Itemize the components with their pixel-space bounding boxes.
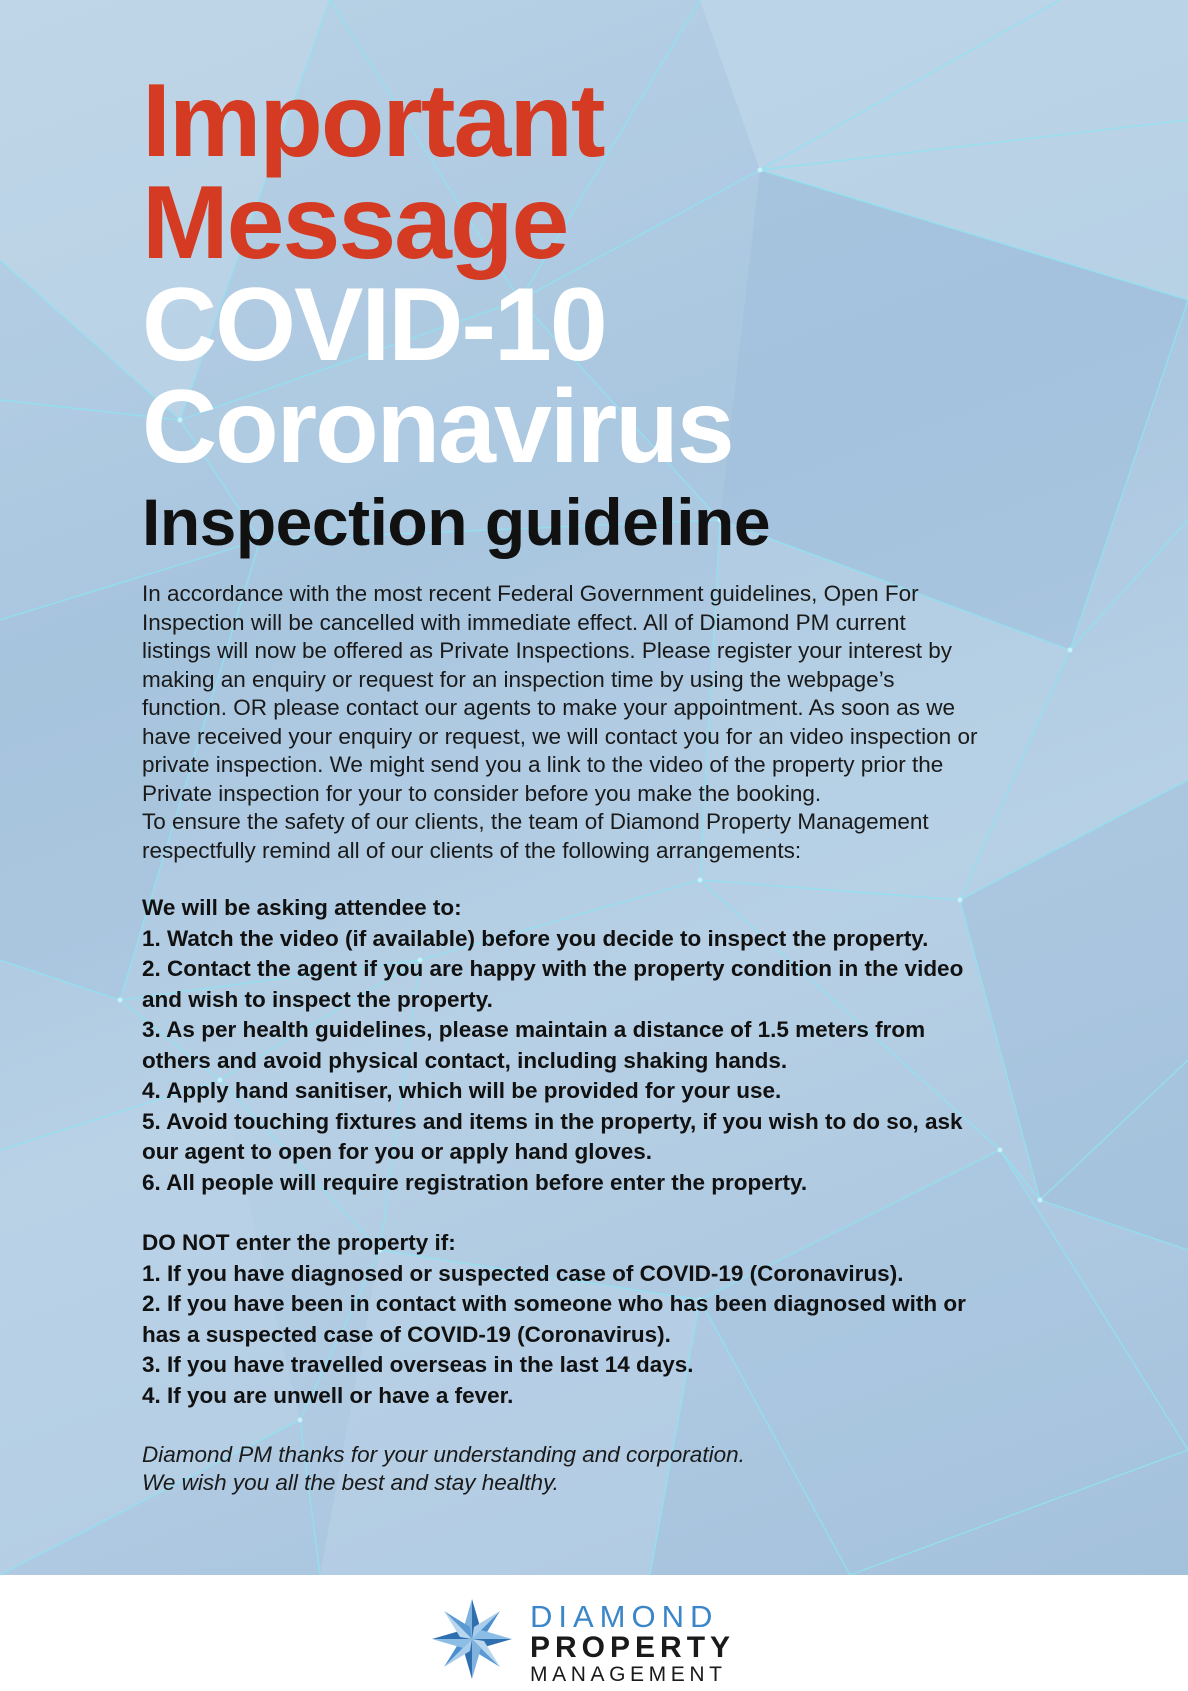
- footer: [0, 1575, 1188, 1691]
- logo-property-text: PROPERTY: [530, 1631, 736, 1664]
- do-not-enter-line: 3. If you have travelled overseas in the last 14 days.: [142, 1352, 694, 1377]
- attendee-line: 4. Apply hand sanitiser, which will be provided for your use.: [142, 1078, 782, 1103]
- attendee-line: 1. Watch the video (if available) before you decide to inspect the property.: [142, 925, 929, 951]
- attendee-line: 3. As per health guidelines, please maintain a distance of 1.5 meters from: [142, 1017, 926, 1042]
- inspection-guideline-title: Inspection guideline: [142, 485, 771, 559]
- do-not-enter-line: has a suspected case of COVID-19 (Coronavirus).: [142, 1321, 671, 1347]
- intro-line: Inspection will be cancelled with immediate effect. All of Diamond PM current: [142, 609, 906, 635]
- attendee-line: 5. Avoid touching fixtures and items in the property, if you wish to do so, ask: [142, 1108, 963, 1134]
- intro-line: Private inspection for your to consider before you make the booking.: [142, 780, 822, 806]
- attendee-line: 6. All people will require registration before enter the property.: [142, 1169, 808, 1195]
- closing-line: We wish you all the best and stay healthy.: [142, 1470, 559, 1495]
- logo-management-text: MANAGEMENT: [530, 1663, 727, 1686]
- intro-line: listings will now be offered as Private Inspections. Please register your interest by: [142, 638, 952, 663]
- do-not-enter-heading: DO NOT enter the property if:: [142, 1230, 456, 1255]
- closing-message: [142, 1441, 1062, 1497]
- intro-line: To ensure the safety of our clients, the team of Diamond Property Management: [142, 809, 929, 834]
- attendee-line: and wish to inspect the property.: [142, 986, 493, 1012]
- closing-line: Diamond PM thanks for your understanding and corporation.: [142, 1442, 745, 1467]
- headline-important: Important: [142, 63, 604, 179]
- intro-line: In accordance with the most recent Federal Government guidelines, Open For: [142, 581, 919, 606]
- intro-line: making an enquiry or request for an inspection time by using the webpage’s: [142, 666, 895, 692]
- do-not-enter-line: 2. If you have been in contact with someone who has been diagnosed with or: [142, 1291, 966, 1316]
- intro-line: private inspection. We might send you a link to the video of the property prior the: [142, 752, 944, 777]
- attendee-line: our agent to open for you or apply hand gloves.: [142, 1139, 653, 1164]
- intro-line: respectfully remind all of our clients of the following arrangements:: [142, 837, 802, 863]
- headline-covid: COVID-10: [142, 267, 606, 383]
- poster-content: [142, 63, 1062, 1497]
- logo-diamond-text: DIAMOND: [530, 1599, 719, 1634]
- intro-line: have received your enquiry or request, we will contact you for an video inspection or: [142, 723, 978, 749]
- do-not-enter-line: 4. If you are unwell or have a fever.: [142, 1382, 514, 1408]
- do-not-enter-conditions: [142, 1228, 1062, 1411]
- intro-paragraph: [142, 580, 1062, 865]
- intro-line: function. OR please contact our agents to make your appointment. As soon as we: [142, 695, 955, 720]
- attendee-requirements: [142, 893, 1062, 1198]
- attendee-heading: We will be asking attendee to:: [142, 895, 462, 920]
- diamond-star-icon: [430, 1597, 514, 1681]
- headline-coronavirus: Coronavirus: [142, 369, 733, 485]
- headline-message: Message: [142, 165, 568, 281]
- attendee-line: 2. Contact the agent if you are happy with the property condition in the video: [142, 956, 964, 981]
- do-not-enter-line: 1. If you have diagnosed or suspected case of COVID-19 (Coronavirus).: [142, 1260, 904, 1286]
- attendee-line: others and avoid physical contact, including shaking hands.: [142, 1047, 788, 1073]
